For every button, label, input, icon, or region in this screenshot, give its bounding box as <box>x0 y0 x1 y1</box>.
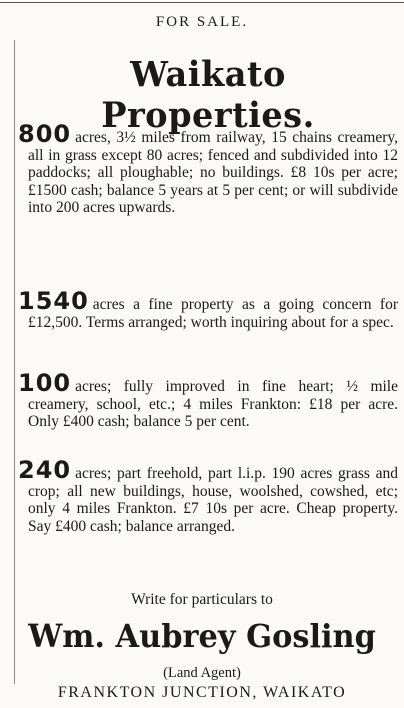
listing-acreage: 240 <box>18 456 72 484</box>
top-rule <box>0 2 404 3</box>
listing-acreage: 800 <box>18 120 72 148</box>
listing-text: acres a fine property as a going concern for £12,500. Terms arranged; worth inquiring about for a spec. <box>28 296 398 331</box>
listing <box>18 120 398 217</box>
listing-acreage: 1540 <box>18 287 89 315</box>
advert-title: Waikato Properties. <box>101 54 315 136</box>
agent-role: (Land Agent) <box>163 665 241 681</box>
listing-acreage: 100 <box>18 369 72 397</box>
listing-text: acres, 3½ miles from railway, 15 chains creamery, all in grass except 80 acres; fenced and subdivided into 12 paddocks; all ploughable; no buildings. £8 10s per acre; £1500 cash; balance 5 years at 5 per cent; or will subdivide into 200 acres upwards. <box>28 129 398 217</box>
listing <box>18 456 398 535</box>
contact-prompt: Write for particulars to <box>131 591 273 608</box>
column-rule <box>14 40 15 684</box>
listing <box>18 369 398 431</box>
listing <box>18 287 398 331</box>
agent-address: FRANKTON JUNCTION, WAIKATO <box>57 684 347 701</box>
agent-name: Wm. Aubrey Gosling <box>28 617 376 655</box>
section-header: FOR SALE. <box>155 14 249 30</box>
listing-text: acres; part freehold, part l.i.p. 190 acres grass and crop; all new buildings, house, woolshed, cowshed, etc; only 4 miles Frankton. £7 10s per acre. Cheap property. Say £400 cash; balance arranged. <box>28 465 398 535</box>
listing-text: acres; fully improved in fine heart; ½ mile creamery, school, etc.; 4 miles Frankton: £18 per acre. Only £400 cash; balance 5 per cent. <box>28 378 398 431</box>
